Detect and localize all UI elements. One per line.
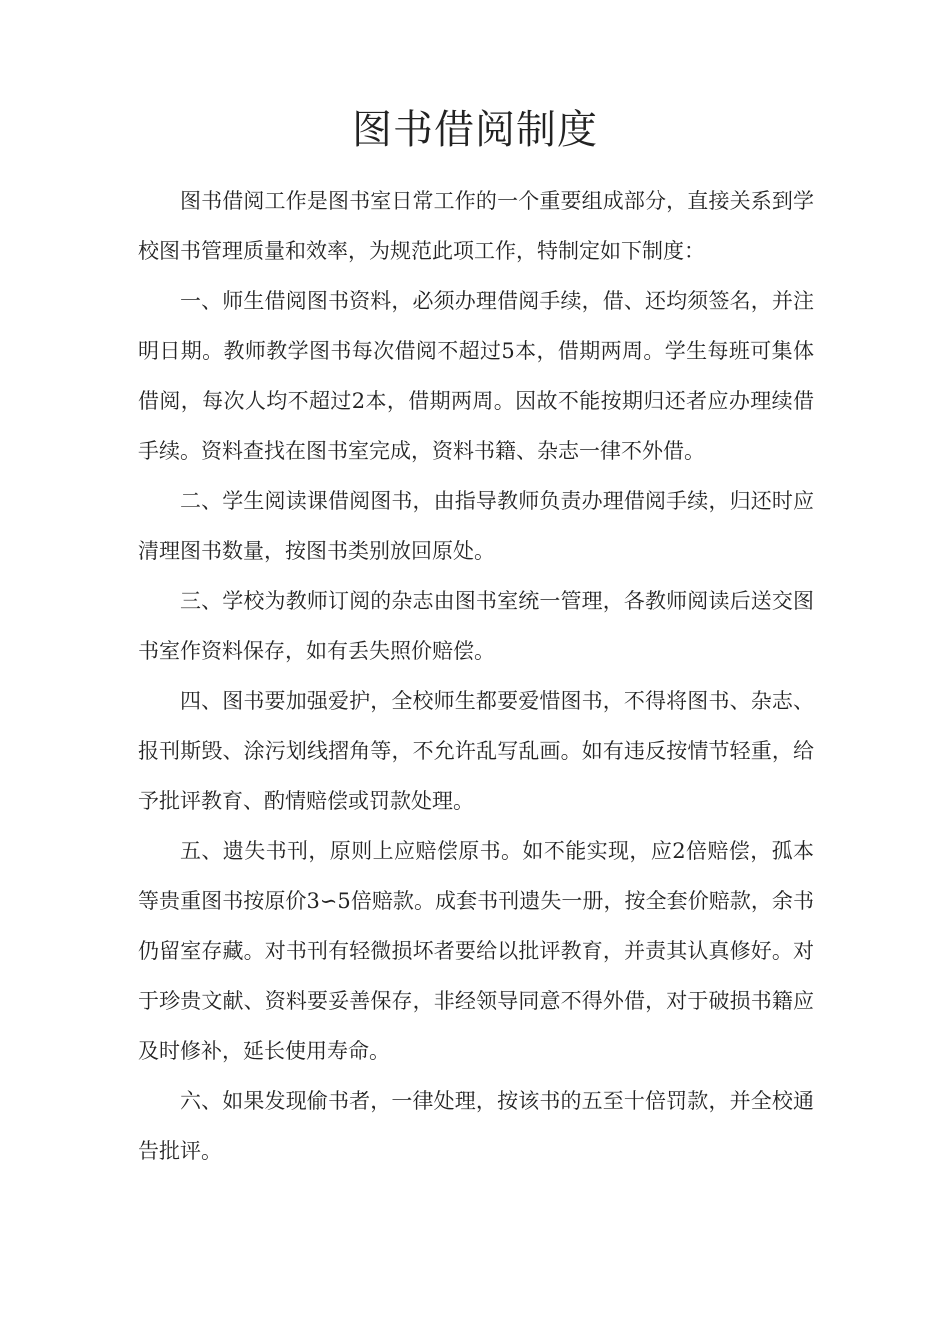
document-body — [138, 176, 814, 1176]
paragraph-rule-5: 五、遗失书刊，原则上应赔偿原书。如不能实现，应2倍赔偿，孤本等贵重图书按原价3∽5倍赔款。成套书刊遗失一册，按全套价赔款，余书仍留室存藏。对书刊有轻微损坏者要给以批评教育，并责其认真修好。对于珍贵文献、资料要妥善保存，非经领导同意不得外借，对于破损书籍应及时修补，延长使用寿命。 — [138, 839, 814, 1063]
document-title: 图书借阅制度 — [352, 107, 598, 153]
paragraph-intro: 图书借阅工作是图书室日常工作的一个重要组成部分，直接关系到学校图书管理质量和效率，为规范此项工作，特制定如下制度： — [138, 189, 814, 263]
paragraph-rule-6: 六、如果发现偷书者，一律处理，按该书的五至十倍罚款，并全校通告批评。 — [138, 1089, 814, 1163]
paragraph-rule-4: 四、图书要加强爱护，全校师生都要爱惜图书，不得将图书、杂志、报刊斯毁、涂污划线摺角等，不允许乱写乱画。如有违反按情节轻重，给予批评教育、酌情赔偿或罚款处理。 — [138, 689, 814, 813]
paragraph-rule-3: 三、学校为教师订阅的杂志由图书室统一管理，各教师阅读后送交图书室作资料保存，如有丢失照价赔偿。 — [138, 589, 814, 663]
paragraph-rule-1: 一、师生借阅图书资料，必须办理借阅手续，借、还均须签名，并注明日期。教师教学图书每次借阅不超过5本，借期两周。学生每班可集体借阅，每次人均不超过2本，借期两周。因故不能按期归还者应办理续借手续。资料查找在图书室完成，资料书籍、杂志一律不外借。 — [138, 289, 814, 463]
paragraph-rule-2: 二、学生阅读课借阅图书，由指导教师负责办理借阅手续，归还时应清理图书数量，按图书类别放回原处。 — [138, 489, 814, 563]
